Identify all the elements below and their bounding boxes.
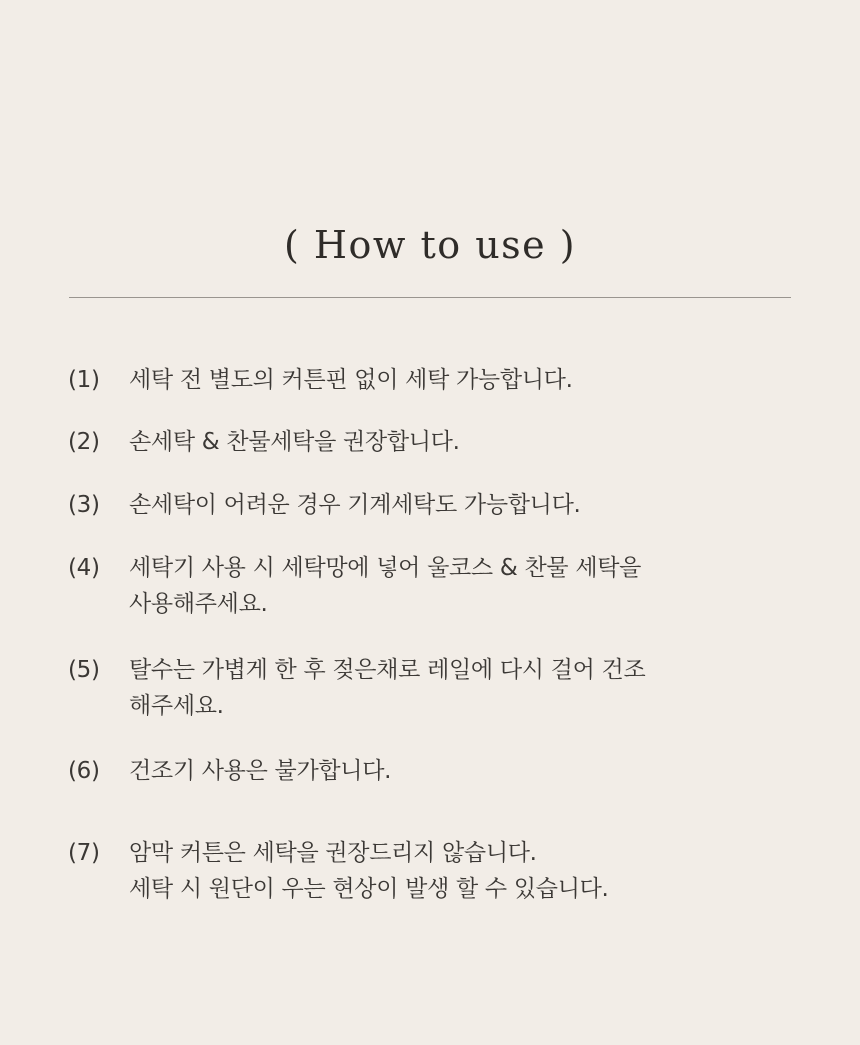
item-text-line: 세탁 전 별도의 커튼핀 없이 세탁 가능합니다. [129,367,573,393]
title-divider [69,297,791,298]
item-number: (6) [68,758,100,784]
instruction-item-1 [68,362,808,398]
item-text-line: 손세탁이 어려운 경우 기계세탁도 가능합니다. [129,492,581,518]
item-text-line: 손세탁 & 찬물세탁을 권장합니다. [129,429,460,455]
item-text [129,550,808,622]
item-number: (1) [68,367,100,393]
instruction-item-5 [68,652,808,724]
item-text-line: 암막 커튼은 세탁을 권장드리지 않습니다. [129,840,537,866]
instruction-item-3 [68,487,808,523]
item-text-line: 탈수는 가볍게 한 후 젖은채로 레일에 다시 걸어 건조 [129,657,646,683]
instruction-item-7 [68,835,808,907]
page-title: ( How to use ) [283,223,577,267]
item-number: (2) [68,429,100,455]
item-text-line: 세탁기 사용 시 세탁망에 넣어 울코스 & 찬물 세탁을 [129,555,642,581]
item-text-line: 세탁 시 원단이 우는 현상이 발생 할 수 있습니다. [129,876,609,902]
item-text [129,424,808,460]
item-number: (7) [68,840,100,866]
item-text [129,835,808,907]
instruction-item-4 [68,550,808,622]
item-text [129,362,808,398]
item-text [129,652,808,724]
instruction-item-2 [68,424,808,460]
item-number: (5) [68,657,100,683]
item-text [129,487,808,523]
item-text [129,753,808,789]
item-number: (4) [68,555,100,581]
item-text-line: 건조기 사용은 불가합니다. [129,758,392,784]
instruction-item-6 [68,753,808,789]
item-number: (3) [68,492,100,518]
item-text-line: 해주세요. [129,693,224,719]
item-text-line: 사용해주세요. [129,591,268,617]
